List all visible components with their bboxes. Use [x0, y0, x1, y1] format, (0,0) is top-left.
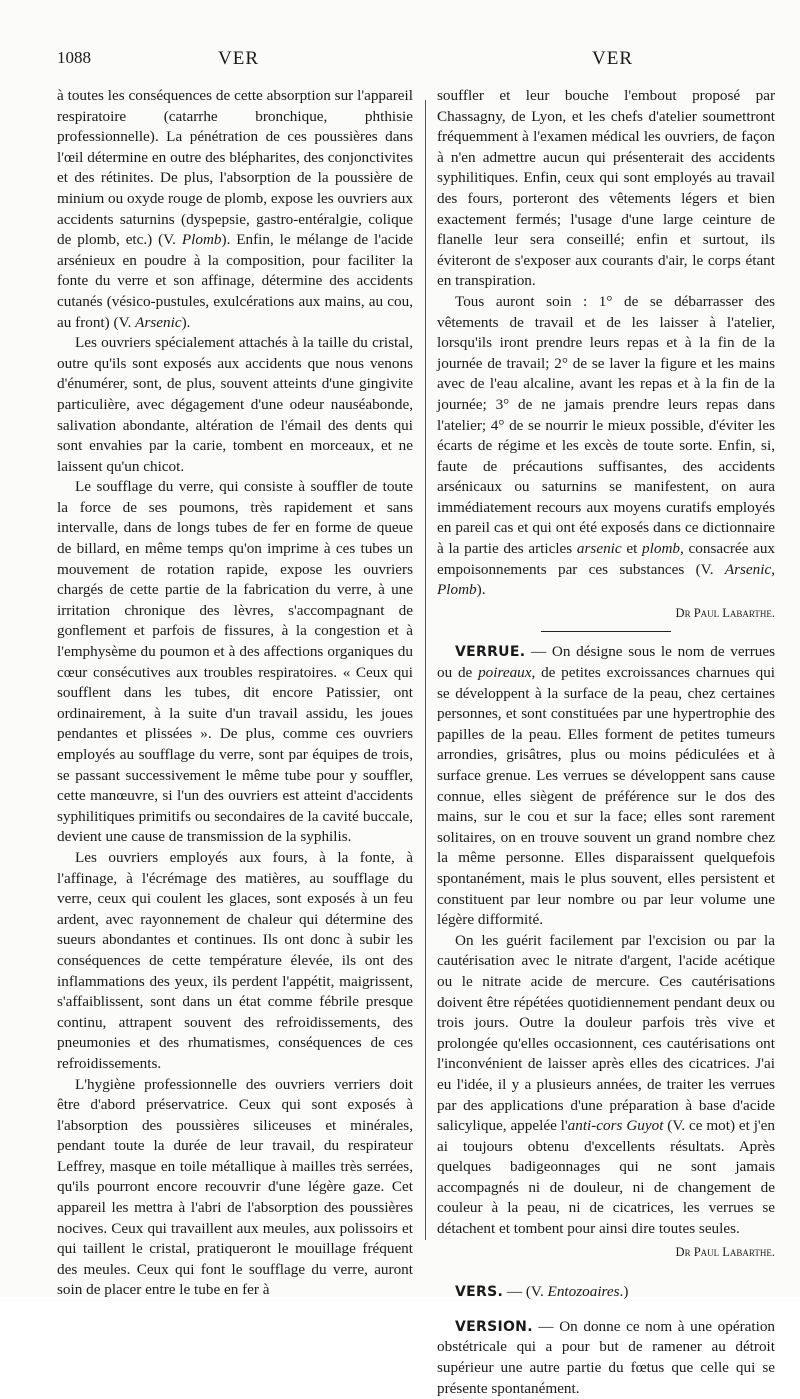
section-separator: [541, 631, 671, 632]
cross-reference: Plomb: [181, 231, 222, 249]
text-run: (V. ce mot) et j'en ai toujours obtenu d'excellents résultats. Après quelques badigeonnages qui ne sont jamais accompagnés ni de douleur, ni de changement de couleur à la peau, ni de cicatrices, les verrues se détachent et tombent pour ainsi dire toutes seules.: [437, 1117, 775, 1238]
cross-reference: Arsenic: [135, 313, 182, 331]
cross-reference: plomb: [642, 540, 681, 558]
spacer: [437, 1268, 775, 1282]
right-column: [437, 86, 775, 1399]
left-column: [57, 86, 413, 1301]
text-run: — (V.: [506, 1283, 544, 1301]
text-run: et: [626, 540, 638, 558]
paragraph: L'hygiène professionnelle des ouvriers verriers doit être d'abord préservatrice. Ceux qui sont exposés à l'absorption des poussières siliceuses et minérales, pendant toute la durée de leur travail, du respirateur Leffrey, masque en toile métallique à mailles très serrées, qu'ils pourront encore recouvrir d'une légère gaze. Cet appareil les mettra à l'abri de l'absorption des poussières nocives. Ceux qui travaillent aux meules, aux polissoirs et qui taillent le cristal, pratiqueront le mouillage fréquent des meules. Ceux qui font le soufflage du verre, auront soin de placer entre le tube en fer à: [57, 1075, 413, 1299]
text-run: , consacrée aux empoisonnements par ces substances (V.: [437, 540, 776, 578]
headword: VERRUE.: [455, 644, 526, 661]
text-run: à toutes les conséquences de cette absorption sur l'appareil respiratoire (catarrhe bronchique, phthisie professionnelle). La pénétration de ces poussières dans l'œil détermine en outre des blépharites, des conjonctivites et des rétinites. De plus, l'absorption de la poussière de minium ou oxyde rouge de plomb, expose les ouvriers aux accidents saturnins (dyspepsie, gastro-entéralgie, colique de plomb, etc.) (V.: [57, 87, 413, 249]
text-run: — On désigne sous le nom de verrues ou de: [437, 643, 775, 682]
cross-reference: Entozoaires: [547, 1283, 620, 1301]
text-run: — On donne ce nom à une opération obstétricale qui a pour but de ramener au détroit supérieur une autre partie du fœtus que celle qui se présente spontanément.: [437, 1317, 776, 1397]
cross-reference: Arsenic, Plomb: [437, 560, 776, 599]
author-signature: Dr Paul Labarthe.: [675, 605, 775, 620]
paragraph: [57, 86, 413, 333]
text-run: ).: [476, 581, 486, 599]
italic-term: poireaux: [478, 664, 532, 682]
entry-vers: [437, 1282, 775, 1303]
paragraph: [437, 292, 775, 601]
text-run: ).: [181, 313, 191, 331]
column-divider: [425, 100, 426, 1240]
text-run: ). Enfin, le mélange de l'acide arsénieux en poudre à la composition, pour faciliter la fonte du verre et son affinage, détermine des accidents cutanés (vésico-pustules, exulcérations aux mains, au cou, au front) (V.: [57, 231, 413, 331]
entry-verrue: [437, 642, 775, 930]
paragraph: souffler et leur bouche l'embout proposé par Chassagny, de Lyon, et les chefs d'atelier soumettront fréquemment à l'examen médical les ouvriers, de façon à n'en admettre aucun qui présenterait des accidents syphilitiques. Enfin, ceux qui sont employés au travail des fours, porteront des vêtements légers et bien exactement fermés; l'usage d'une large ceinture de flanelle leur sera conseillé; enfin et surtout, ils éviteront de s'exposer aux courants d'air, le corps étant en transpiration.: [437, 87, 775, 290]
text-run: Tous auront soin : 1° de se débarrasser des vêtements de travail et de les laisser à l'atelier, lorsqu'ils iront prendre leurs repas et à la fin de la journée de travail; 2° de se laver la figure et les mains avec de l'eau alcaline, avant les repas et à la fin de la journée; 3° de ne jamais prendre leurs repas dans l'atelier; 4° de se nourrir le mieux possible, d'éviter les écarts de régime et les excès de toute sorte. Enfin, si, faute de précautions suffisantes, des accidents arsénicaux ou saturnins se manifestent, on aura immédiatement recours aux moyens curatifs employés en pareil cas et qui ont été exposés dans ce dictionnaire à la partie des articles: [437, 292, 775, 558]
text-run: .): [619, 1283, 629, 1301]
running-head-left: VER: [218, 48, 259, 69]
paragraph: [437, 931, 775, 1240]
text-run: , de petites excroissances charnues qui se développent à la surface de la peau, chez certaines personnes, et sont constituées par une hypertrophie des papilles de la peau. Elles forment de petites tumeurs arrondies, grisâtres, plus ou moins pédiculées et à surface grenue. Les verrues se développent sans cause connue, elles siègent de préférence sur le dos des mains, sur le cou et sur la face; elles sont rarement solitaires, on en trouve souvent un grand nombre chez la même personne. Elles disparaissent quelquefois spontanément, mais le plus souvent, elles persistent et constituent par leur nombre ou par leur volume une légère difformité.: [437, 664, 776, 929]
running-head-right: VER: [592, 48, 633, 69]
author-signature: Dr Paul Labarthe.: [675, 1244, 775, 1259]
paragraph: Les ouvriers spécialement attachés à la taille du cristal, outre qu'ils sont exposés aux accidents que nous venons d'énumérer, sont, de plus, souvent atteints d'une gingivite particulière, avec dégagement d'une odeur nauséabonde, salivation abondante, altération de l'émail des dents qui sont envahies par la carie, tombent en morceaux, et ne laissent qu'un chicot.: [57, 334, 413, 475]
paragraph: Les ouvriers employés aux fours, à la fonte, à l'affinage, à l'écrémage des matières, au soufflage du verre, ceux qui coulent les glaces, sont exposés à un feu ardent, avec rayonnement de chaleur qui détermine des sueurs abondantes et continues. Ils ont donc à subir les conséquences de cette température élevée, ils ont des inflammations des yeux, ils perdent l'appétit, maigrissent, s'affaiblissent, sont dans un état comme fébrile presque continu, attrapent souvent des refroidissements, des pneumonies et des rhumatismes, conséquences de ces refroidissements.: [57, 848, 413, 1072]
spacer: [437, 1303, 775, 1317]
paragraph: Le soufflage du verre, qui consiste à souffler de toute la force de ses poumons, très rapidement et sans intervalle, dans de longs tubes de fer en forme de queue de billard, en même temps qu'on imprime à ces tubes un mouvement de rotation rapide, expose les ouvriers chargés de cette partie de la fabrication du verre, à une irritation chronique des lèvres, s'accompagnant de gonflement et parfois de fissures, à la congestion et à l'emphysème du poumon et à des affections organiques du cœur consécutives aux troubles respiratoires. « Ceux qui soufflent dans les tubes, dit encore Patissier, ont ordinairement, à la suite d'un travail assidu, les joues pendantes et plissées ». De plus, comme ces ouvriers employés au soufflage du verre, sont par équipes de trois, se passant successivement le même tube pour y souffler, cette manœuvre, si l'un des ouvriers est atteint d'accidents syphilitiques primitifs ou secondaires de la cavité buccale, devient une cause de transmission de la syphilis.: [57, 478, 413, 846]
headword: VERS.: [455, 1284, 504, 1301]
entry-version: [437, 1317, 775, 1399]
cross-reference: anti-cors Guyot: [567, 1117, 664, 1135]
cross-reference: arsenic: [576, 540, 622, 558]
page-number: 1088: [57, 48, 91, 67]
text-run: On les guérit facilement par l'excision ou par la cautérisation avec le nitrate d'argent, l'acide acétique ou le nitrate acide de mercure. Ces cautérisations doivent être répétées quotidiennement pendant deux ou trois jours. Outre la douleur parfois très vive et prolongée qu'elles occasionnent, ces cautérisations ont l'inconvénient de laisser après elles des cicatrices. J'ai eu l'idée, il y a plusieurs années, de traiter les verrues par des applications d'une préparation à base d'acide salicylique, appelée l': [437, 931, 775, 1135]
headword: VERSION.: [455, 1318, 533, 1335]
